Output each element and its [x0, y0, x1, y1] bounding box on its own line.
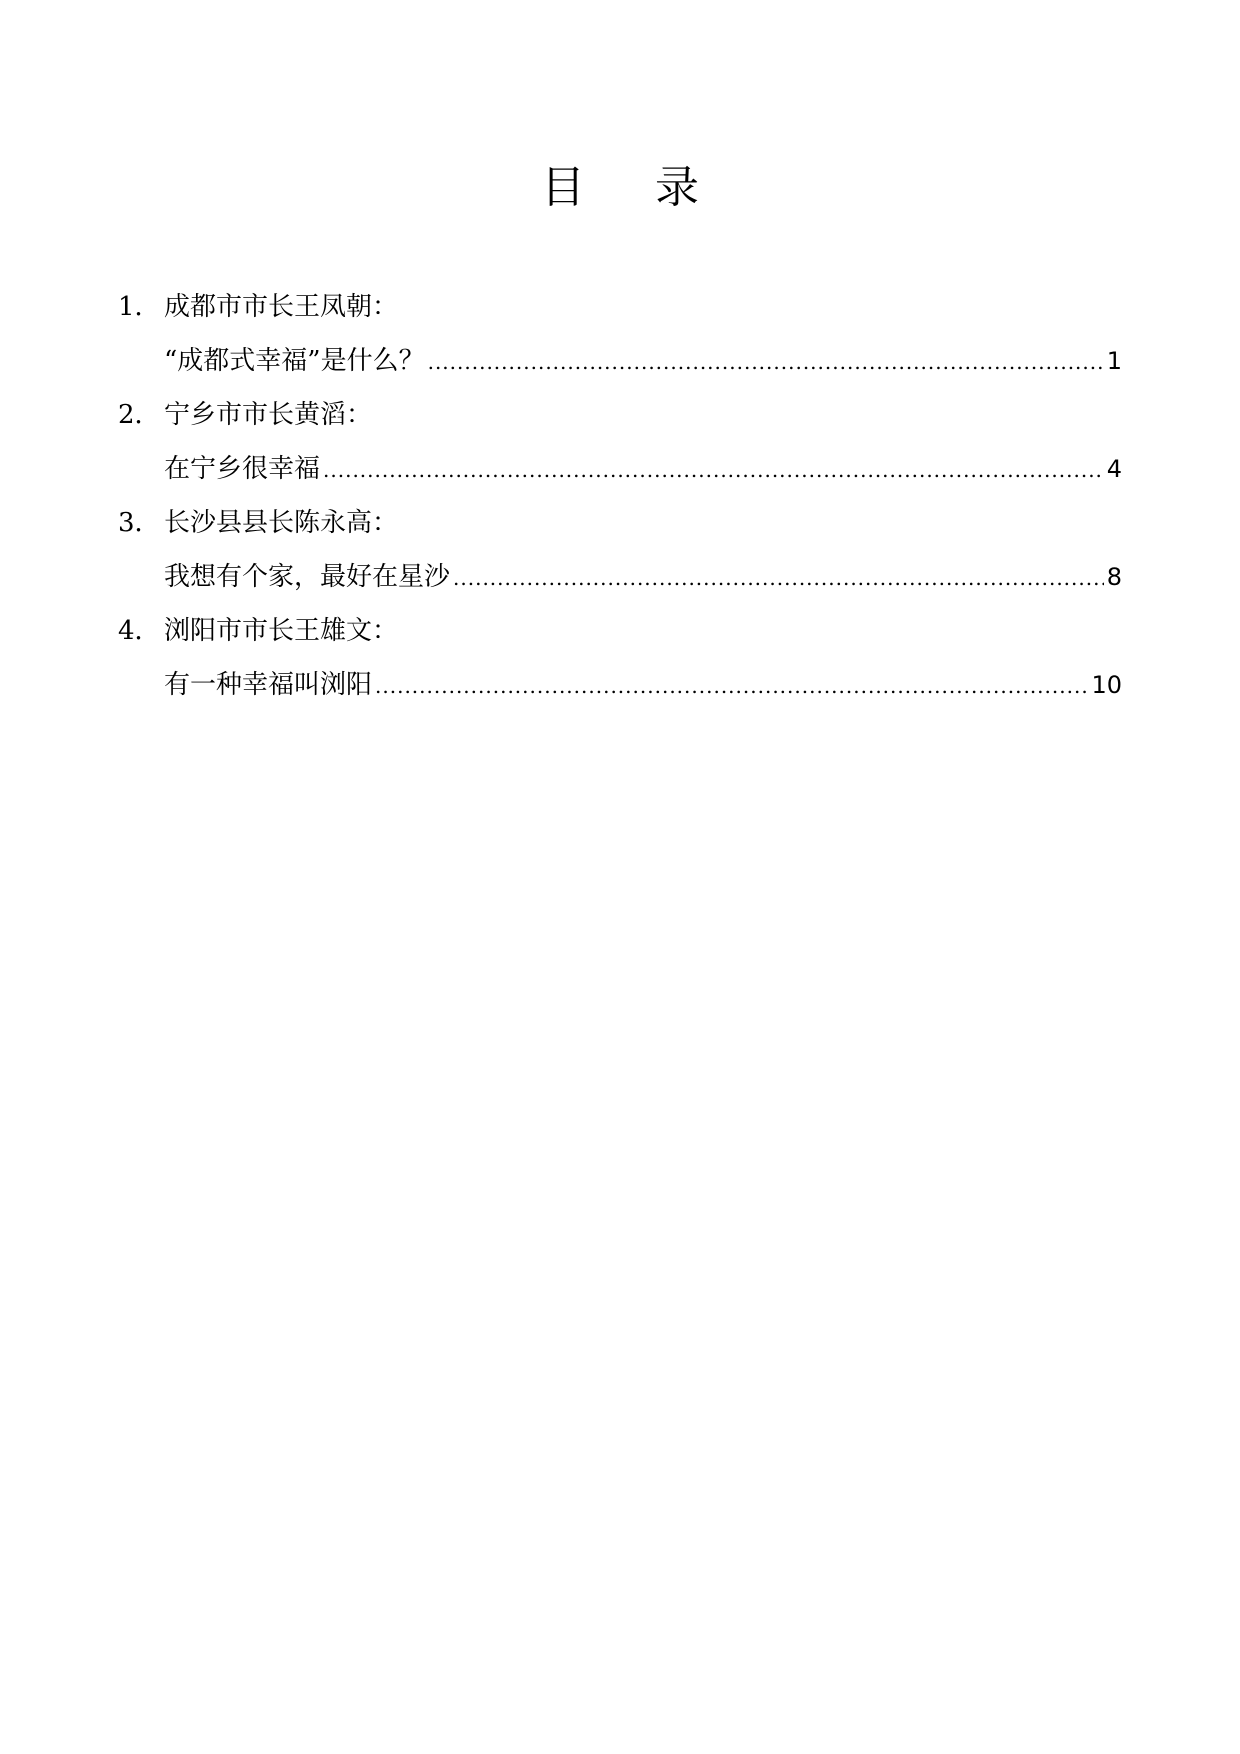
- toc-entry-subtitle-line: [164, 550, 1122, 604]
- toc-entry-heading-line: [118, 604, 1122, 658]
- toc-entry-page-number: 10: [1091, 671, 1122, 699]
- toc-entry-subtitle-line: [164, 658, 1122, 712]
- toc-entry-heading-line: [118, 280, 1122, 334]
- toc-entry-subtitle-line: [164, 442, 1122, 496]
- toc-entry-heading: 浏阳市市长王雄文：: [164, 616, 399, 646]
- toc-entry-number: 2．: [118, 400, 161, 430]
- toc-entry-subtitle-line: [164, 334, 1122, 388]
- toc-entry-number: 1．: [118, 292, 161, 322]
- toc-entry-subtitle: 有一种幸福叫浏阳: [164, 670, 373, 700]
- toc-entry-heading: 成都市市长王凤朝：: [164, 292, 399, 322]
- toc-entry[interactable]: [118, 280, 1122, 388]
- toc-entry-subtitle: 我想有个家，最好在星沙: [164, 562, 451, 592]
- page-title: 目 录: [541, 162, 727, 213]
- toc-entry-subtitle: “成都式幸福”是什么？: [164, 346, 425, 376]
- toc-entry-heading: 长沙县县长陈永高：: [164, 508, 399, 538]
- toc-entry[interactable]: [118, 604, 1122, 712]
- toc-entry-subtitle: 在宁乡很幸福: [164, 454, 321, 484]
- leader-dots: [453, 551, 1104, 605]
- toc-entry-heading: 宁乡市市长黄滔：: [164, 400, 373, 430]
- toc-entry-heading-line: [118, 496, 1122, 550]
- toc-entry-page-number: 1: [1106, 347, 1122, 375]
- toc-entry-number: 4．: [118, 616, 161, 646]
- table-of-contents: [118, 280, 1122, 712]
- toc-entry-heading-line: [118, 388, 1122, 442]
- toc-entry-page-number: 4: [1106, 455, 1122, 483]
- toc-entry-number: 3．: [118, 508, 161, 538]
- toc-entry[interactable]: [118, 388, 1122, 496]
- leader-dots: [323, 443, 1104, 497]
- toc-entry[interactable]: [118, 496, 1122, 604]
- leader-dots: [428, 335, 1104, 389]
- leader-dots: [375, 659, 1088, 713]
- toc-entry-page-number: 8: [1106, 563, 1122, 591]
